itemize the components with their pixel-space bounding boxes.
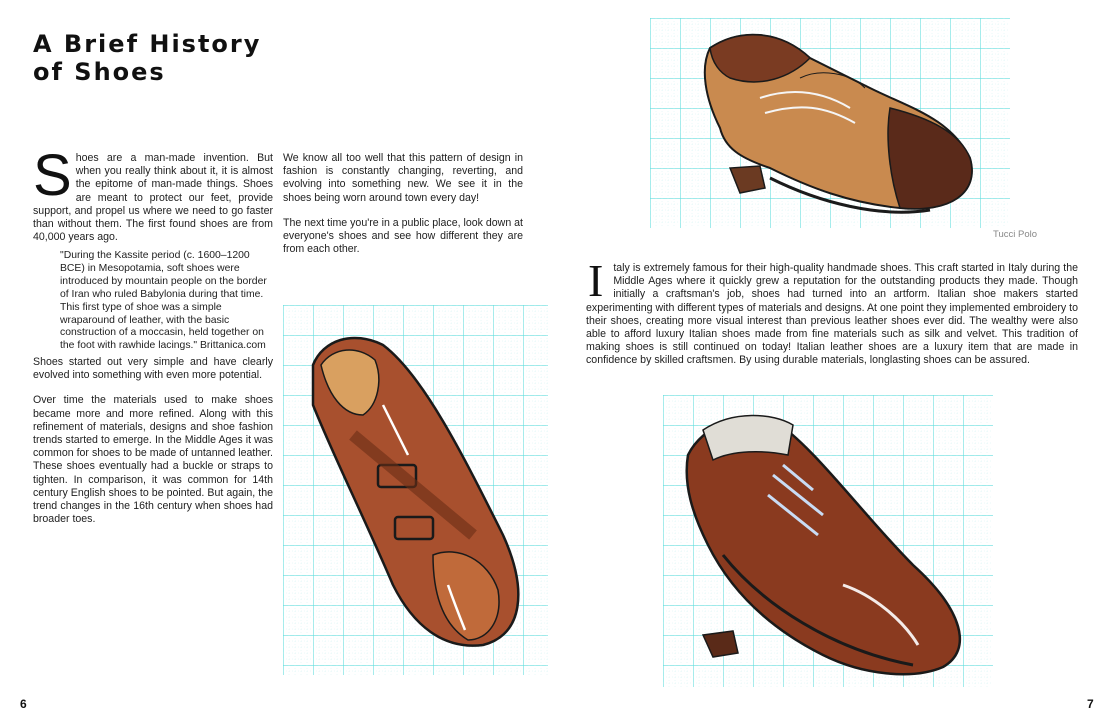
drop-cap-i: I bbox=[588, 255, 604, 306]
materials-paragraph: Over time the materials used to make shoes became more and more refined. Along with this refinement of materials, designs and shoe fashion trends started to emerge. In the Middle Ages it was common for shoes to be made of untanned leather. These shoes eventually had a buckle or straps to tighten. In comparison, it was common for 14th century English shoes to be pointed. But again, the trend changes in the 16th century when shoes had broader toes. bbox=[33, 394, 273, 526]
derby-shoe-illustration bbox=[663, 395, 993, 687]
page-title: A Brief History of Shoes bbox=[33, 30, 262, 86]
pattern-column bbox=[283, 152, 523, 268]
intro-paragraph bbox=[33, 143, 273, 244]
page-number-right: 7 bbox=[1087, 697, 1094, 711]
drop-cap-s: S bbox=[33, 143, 72, 208]
pattern-paragraph: We know all too well that this pattern of design in fashion is constantly changing, reverting, and evolving into something new. We see it in the shoes being worn around town every day! bbox=[283, 152, 523, 204]
intro-text: hoes are a man-made invention. But when you really think about it, it is almost the epitome of man-made things. Shoes are meant to protect our feet, provide support, and propel us where we need to go faster than without them. The first found shoes are from 40,000 years ago. bbox=[33, 152, 273, 244]
public-place-paragraph: The next time you're in a public place, look down at everyone's shoes and see how different they are from each other. bbox=[283, 216, 523, 256]
kassite-quote: "During the Kassite period (c. 1600–1200 BCE) in Mesopotamia, soft shoes were introduced by mountain people on the border of Iran who ruled Babylonia during that time. This first type of shoe was a simple wraparound of leather, with the basic construction of a moccasin, held together on the foot with rawhide lacings." Brittanica.com bbox=[60, 250, 267, 352]
italy-column bbox=[586, 255, 1078, 380]
intro-column bbox=[33, 143, 273, 256]
page-number-left: 6 bbox=[20, 697, 27, 711]
monk-strap-shoe-illustration bbox=[283, 305, 548, 675]
history-column bbox=[33, 356, 273, 538]
italy-paragraph bbox=[586, 255, 1078, 368]
image-caption: Tucci Polo bbox=[993, 229, 1037, 240]
italy-text: taly is extremely famous for their high-quality handmade shoes. This craft started in Italy during the Middle Ages where it quickly grew a reputation for the outstanding products they made. Though initially a craftsman's job, shoes had turned into an artform. Italian shoe makers started experimenting with different types of materials and designs. At one point they implemented embroidery to their shoes, creating more visual interest than previous leather shoes ever did. The wealthy were also able to afford luxury Italian shoes made from fine materials such as silk and velvet. This tradition of making shoes is still continued on today! Italian leather shoes are a luxury item that are made in confidence by skilled craftsmen. By using durable materials, longlasting shoes can be assured. bbox=[586, 262, 1078, 367]
oxford-shoe-illustration bbox=[650, 18, 1010, 228]
evolution-paragraph: Shoes started out very simple and have clearly evolved into something with even more potential. bbox=[33, 356, 273, 382]
